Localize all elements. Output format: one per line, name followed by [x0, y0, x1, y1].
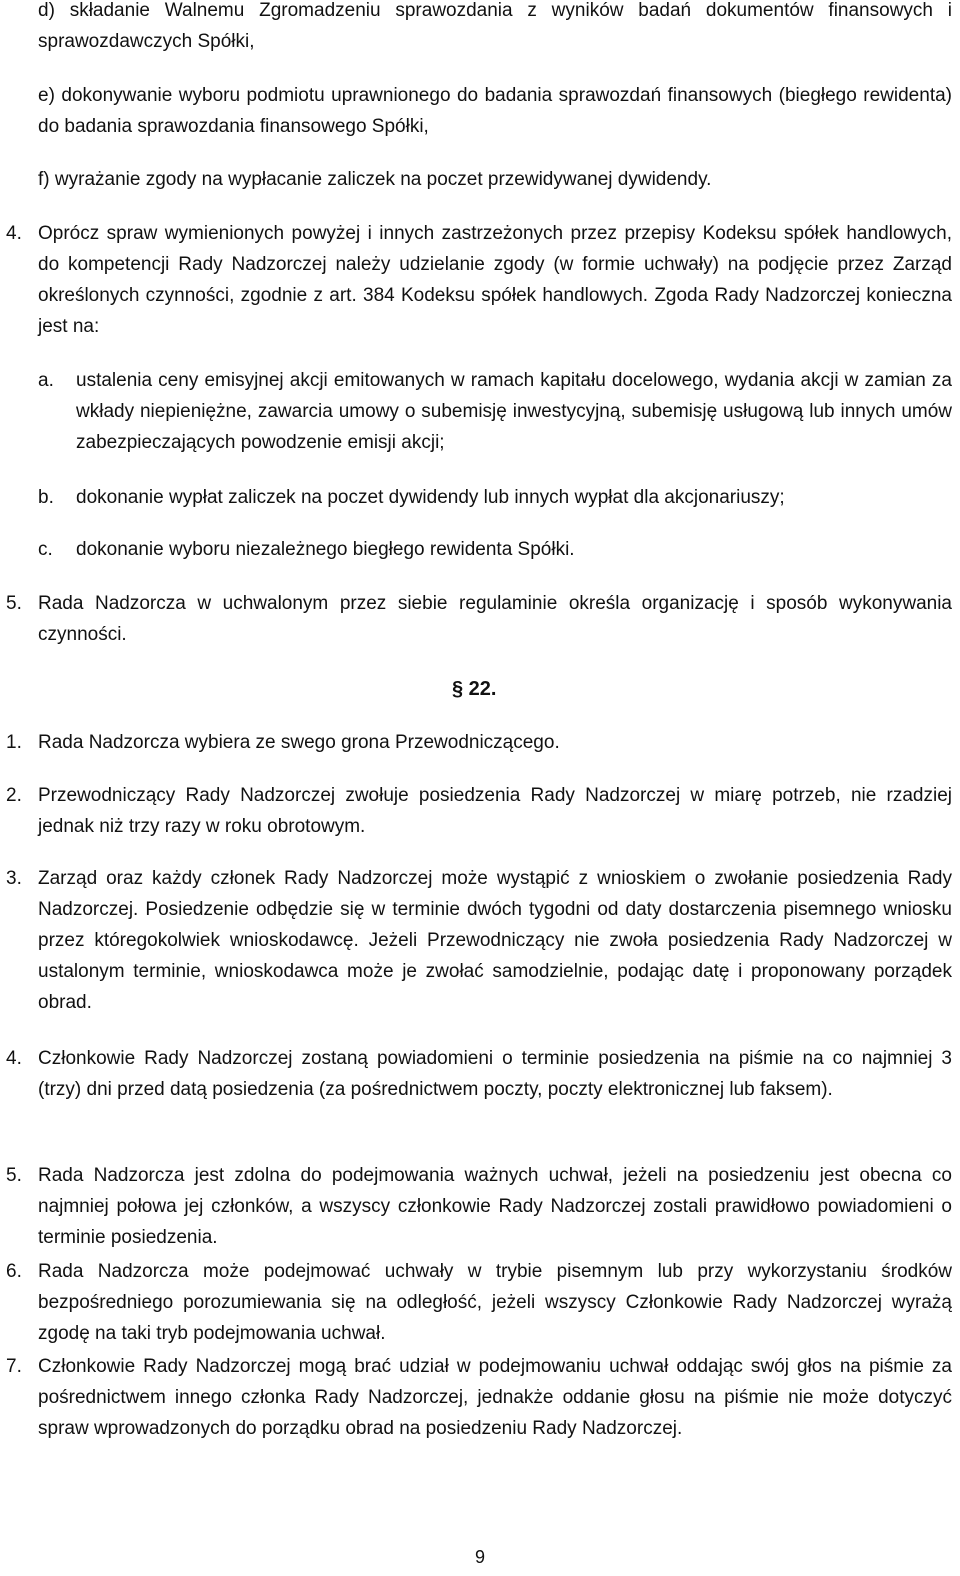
list-item-text: wyrażanie zgody na wypłacanie zaliczek na poczet przewidywanej dywidendy. — [54, 169, 712, 190]
subitem-letter: a. — [38, 370, 54, 391]
point-number: 4. — [6, 223, 22, 244]
list-item-letter: f) — [38, 169, 50, 190]
section-item-text: Zarząd oraz każdy członek Rady Nadzorczej może wystąpić z wnioskiem o zwołanie posiedzenia Rady Nadzorczej. Posiedzenie odbędzie się w terminie dwóch tygodni od daty dostarczenia pisemnego wniosku przez któregokolwiek wnioskodawcę. Jeżeli Przewodniczący nie zwoła posiedzenia Rady Nadzorczej w ustalonym terminie, wnioskodawca może je zwołać samodzielnie, podając datę i proponowany porządek obrad. — [38, 868, 952, 1013]
list-item-letter: e) — [38, 85, 55, 106]
section-item-text: Rada Nadzorcza jest zdolna do podejmowania ważnych uchwał, jeżeli na posiedzeniu jest obecna co najmniej połowa jej członków, a wszyscy członkowie Rady Nadzorczej zostali prawidłowo powiadomieni o terminie posiedzenia. — [38, 1165, 952, 1248]
section-item-number: 2. — [6, 785, 22, 806]
section-item-text: Członkowie Rady Nadzorczej mogą brać udział w podejmowaniu uchwał oddając swój głos na piśmie za pośrednictwem innego członka Rady Nadzorczej, jednakże oddanie głosu na piśmie nie może dotyczyć spraw wprowadzonych do porządku obrad na posiedzeniu Rady Nadzorczej. — [38, 1356, 952, 1439]
section-item-number: 7. — [6, 1356, 22, 1377]
section-item-number: 1. — [6, 732, 22, 753]
section-item-text: Członkowie Rady Nadzorczej zostaną powiadomieni o terminie posiedzenia na piśmie na co najmniej 3 (trzy) dni przed datą posiedzenia (za pośrednictwem poczty, poczty elektronicznej lub faksem). — [38, 1048, 952, 1100]
subitem-text: dokonanie wyboru niezależnego biegłego rewidenta Spółki. — [76, 539, 575, 560]
list-item-d — [38, 0, 952, 57]
page-number: 9 — [474, 1547, 485, 1567]
list-item-letter: d) — [38, 0, 55, 21]
list-item-text: składanie Walnemu Zgromadzeniu sprawozdania z wyników badań dokumentów finansowych i sprawozdawczych Spółki, — [38, 0, 952, 52]
point-number: 5. — [6, 593, 22, 614]
section-item-number: 5. — [6, 1165, 22, 1186]
section-heading: § 22. — [452, 678, 497, 700]
section-item-number: 6. — [6, 1261, 22, 1282]
list-item-f — [38, 164, 952, 195]
section-item-number: 3. — [6, 868, 22, 889]
list-item-e — [38, 80, 952, 142]
point-4-text: Oprócz spraw wymienionych powyżej i innych zastrzeżonych przez przepisy Kodeksu spółek handlowych, do kompetencji Rady Nadzorczej należy udzielanie zgody (w formie uchwały) na podjęcie przez Zarząd określonych czynności, zgodnie z art. 384 Kodeksu spółek handlowych. Zgoda Rady Nadzorczej konieczna jest na: — [38, 223, 952, 337]
section-item-text: Rada Nadzorcza może podejmować uchwały w trybie pisemnym lub przy wykorzystaniu środków bezpośredniego porozumiewania się na odległość, jeżeli wszyscy Członkowie Rady Nadzorczej wyrażą zgodę na taki tryb podejmowania uchwał. — [38, 1261, 952, 1344]
subitem-letter: b. — [38, 487, 54, 508]
subitem-letter: c. — [38, 539, 53, 560]
section-item-number: 4. — [6, 1048, 22, 1069]
list-item-text: dokonywanie wyboru podmiotu uprawnionego do badania sprawozdań finansowych (biegłego rewidenta) do badania sprawozdania finansowego Spółki, — [38, 85, 952, 137]
section-item-text: Przewodniczący Rady Nadzorczej zwołuje posiedzenia Rady Nadzorczej w miarę potrzeb, nie rzadziej jednak niż trzy razy w roku obrotowym. — [38, 785, 952, 837]
point-5-text: Rada Nadzorcza w uchwalonym przez siebie regulaminie określa organizację i sposób wykonywania czynności. — [38, 593, 952, 645]
section-item-text: Rada Nadzorcza wybiera ze swego grona Przewodniczącego. — [38, 732, 560, 753]
subitem-text: dokonanie wypłat zaliczek na poczet dywidendy lub innych wypłat dla akcjonariuszy; — [76, 487, 785, 508]
subitem-text: ustalenia ceny emisyjnej akcji emitowanych w ramach kapitału docelowego, wydania akcji w zamian za wkłady niepieniężne, zawarcia umowy o subemisję inwestycyjną, subemisję usługową lub innych umów zabezpieczających powodzenie emisji akcji; — [76, 370, 952, 453]
